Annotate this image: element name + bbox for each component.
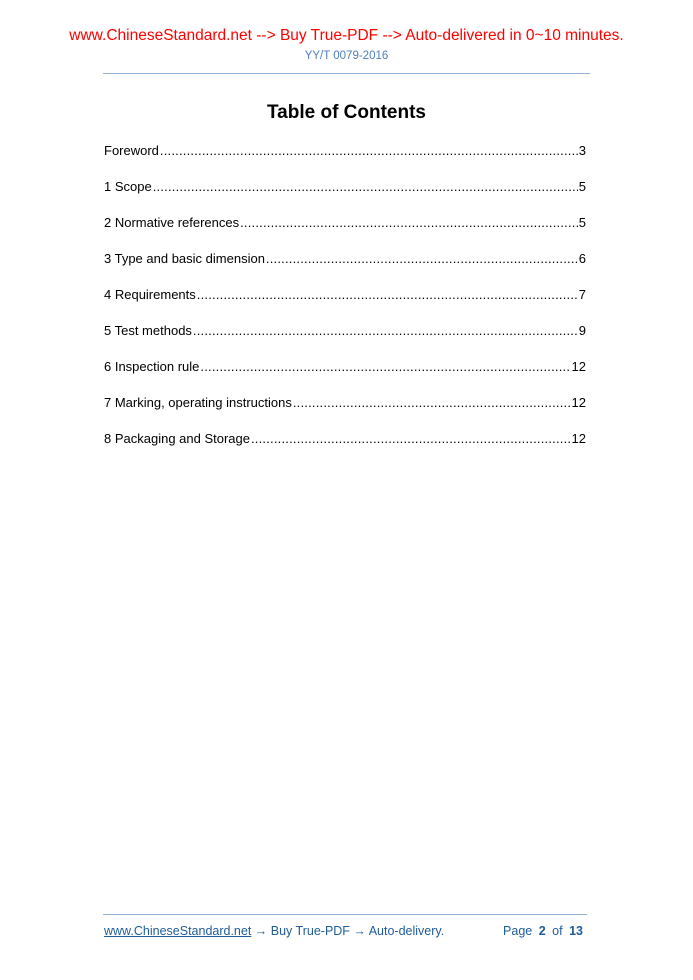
- header-banner: www.ChineseStandard.net --> Buy True-PDF --> Auto-delivered in 0~10 minutes.: [69, 27, 624, 44]
- toc-entry-normative-references[interactable]: [104, 215, 586, 251]
- toc-entry-test-methods[interactable]: [104, 323, 586, 359]
- dot-leader: [153, 179, 578, 194]
- toc-entry-page: 12: [571, 359, 586, 374]
- toc-entry-requirements[interactable]: [104, 287, 586, 323]
- toc-entry-label: 2 Normative references: [104, 215, 240, 230]
- dot-leader: [293, 395, 571, 410]
- toc-entry-type-and-basic-dimension[interactable]: [104, 251, 586, 287]
- page-word: Page: [503, 924, 533, 938]
- toc-entry-label: 6 Inspection rule: [104, 359, 200, 374]
- toc-entry-page: 12: [571, 395, 586, 410]
- document-number: YY/T 0079-2016: [304, 50, 389, 62]
- dot-leader: [240, 215, 578, 230]
- toc-entry-label: 3 Type and basic dimension: [104, 251, 265, 266]
- toc-entry-label: Foreword: [104, 143, 159, 158]
- toc-entry-label: 7 Marking, operating instructions: [104, 395, 292, 410]
- dot-leader: [251, 431, 571, 446]
- toc-entry-page: 5: [578, 179, 586, 194]
- dot-leader: [197, 287, 578, 302]
- footer-tagline: → Buy True-PDF → Auto-delivery.: [251, 924, 445, 938]
- footer-website-link[interactable]: www.ChineseStandard.net: [104, 924, 252, 938]
- toc-entry-page: 3: [578, 143, 586, 158]
- footer-divider: [103, 914, 587, 915]
- toc-entry-label: 8 Packaging and Storage: [104, 431, 250, 446]
- toc-entry-packaging-and-storage[interactable]: [104, 431, 586, 467]
- toc-entry-page: 9: [578, 323, 586, 338]
- toc-entry-foreword[interactable]: [104, 143, 586, 179]
- toc-entry-scope[interactable]: [104, 179, 586, 215]
- footer-promo: [104, 924, 444, 938]
- dot-leader: [193, 323, 578, 338]
- table-of-contents: [104, 143, 586, 467]
- header-divider: [103, 73, 590, 74]
- toc-entry-page: 5: [578, 215, 586, 230]
- total-pages-number: 13: [569, 924, 583, 938]
- toc-entry-label: 4 Requirements: [104, 287, 196, 302]
- current-page-number: 2: [538, 924, 546, 938]
- of-word: of: [552, 924, 563, 938]
- toc-entry-label: 1 Scope: [104, 179, 152, 194]
- toc-title: Table of Contents: [266, 102, 427, 123]
- toc-entry-inspection-rule[interactable]: [104, 359, 586, 395]
- toc-entry-page: 6: [578, 251, 586, 266]
- toc-entry-page: 7: [578, 287, 586, 302]
- toc-entry-label: 5 Test methods: [104, 323, 192, 338]
- page-number: [503, 924, 586, 938]
- toc-entry-page: 12: [571, 431, 586, 446]
- dot-leader: [160, 143, 578, 158]
- dot-leader: [266, 251, 578, 266]
- dot-leader: [200, 359, 570, 374]
- toc-entry-marking-operating-instructions[interactable]: [104, 395, 586, 431]
